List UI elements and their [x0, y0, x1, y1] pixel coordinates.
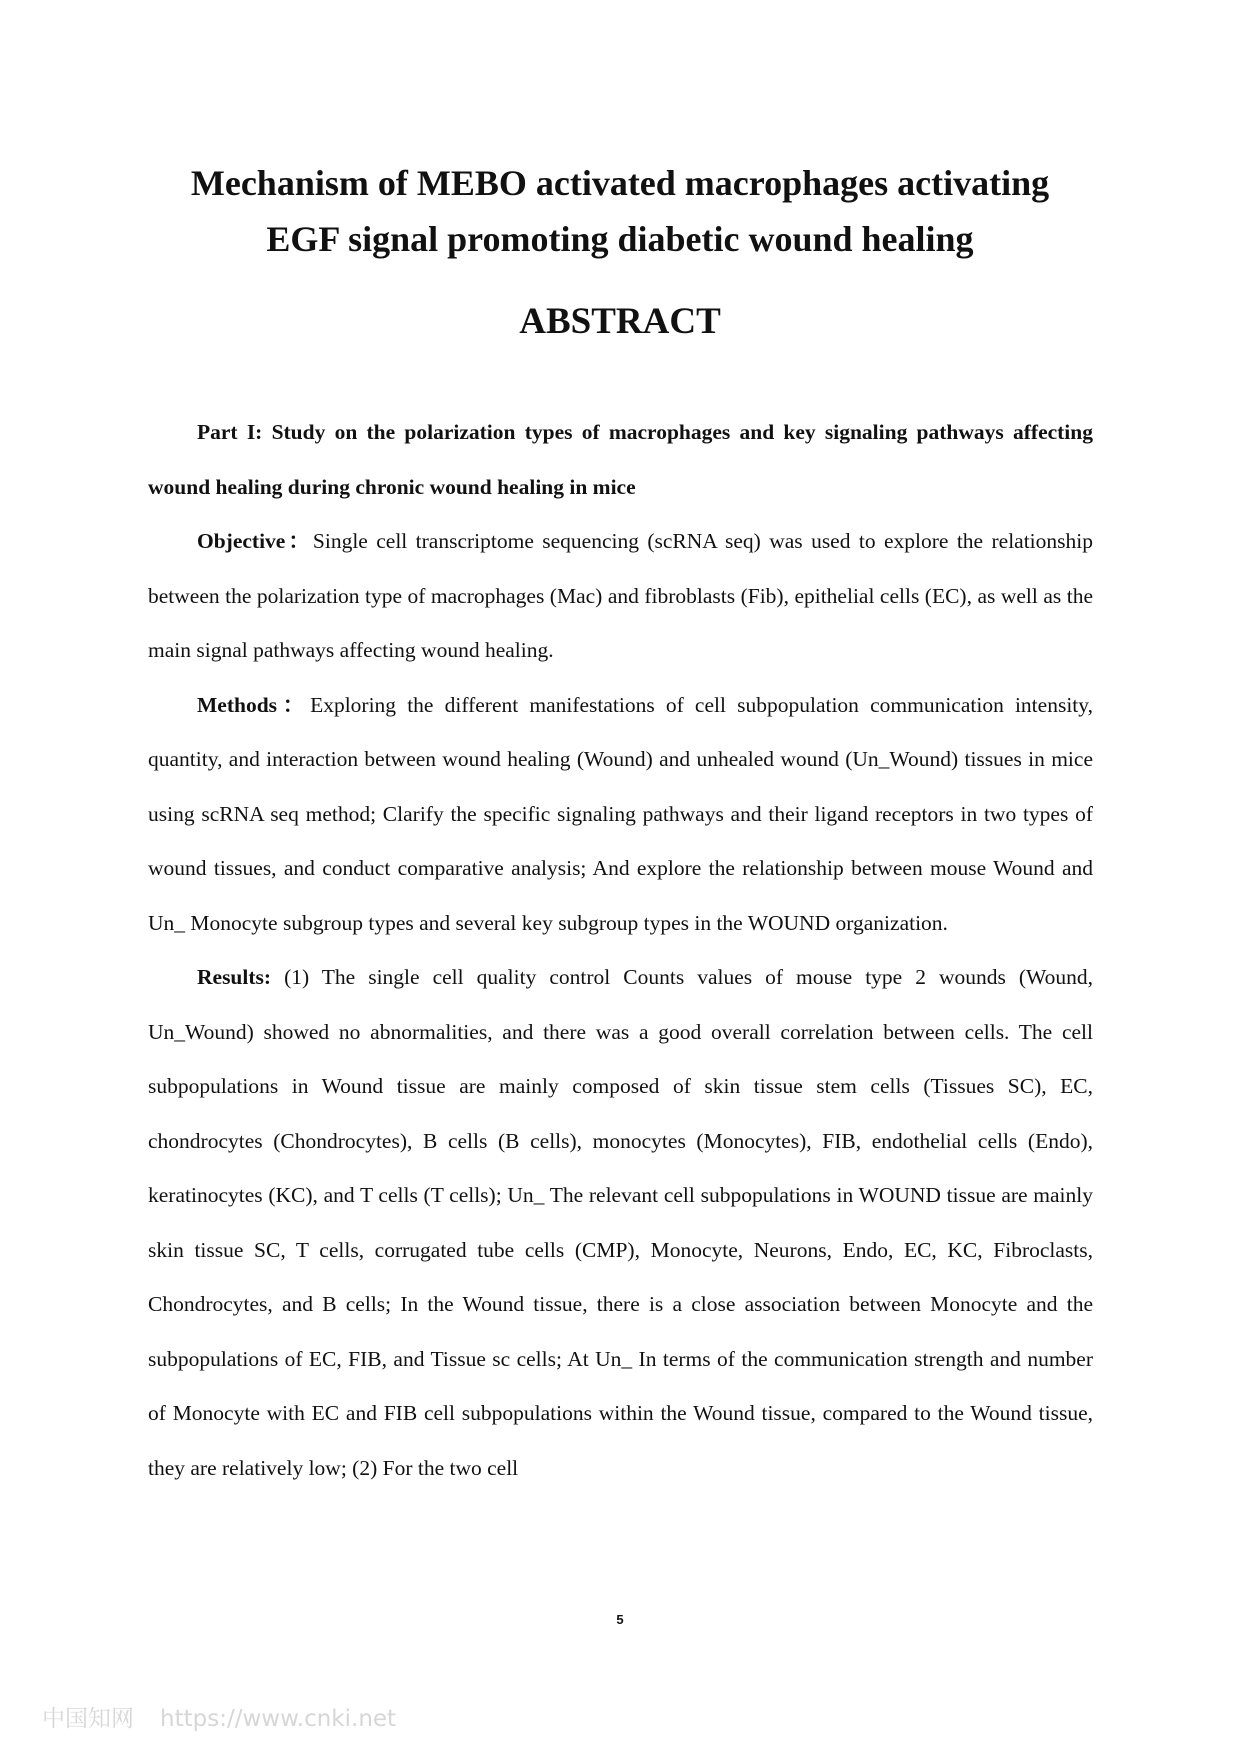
- cnki-watermark: [42, 1700, 396, 1733]
- results-paragraph: [148, 950, 1093, 1495]
- methods-text: Exploring the different manifestations of cell subpopulation communication intensity, quantity, and interaction between wound healing (Wound) and unhealed wound (Un_Wound) tissues in mice using scRNA seq method; Clarify the specific signaling pathways and their ligand receptors in two types of wound tissues, and conduct comparative analysis; And explore the relationship between mouse Wound and Un_ Monocyte subgroup types and several key subgroup types in the WOUND organization.: [148, 692, 1093, 935]
- results-text: (1) The single cell quality control Counts values of mouse type 2 wounds (Wound, Un_Wound) showed no abnormalities, and there was a good overall correlation between cells. The cell subpopulations in Wound tissue are mainly composed of skin tissue stem cells (Tissues SC), EC, chondrocytes (Chondrocytes), B cells (B cells), monocytes (Monocytes), FIB, endothelial cells (Endo), keratinocytes (KC), and T cells (T cells); Un_ The relevant cell subpopulations in WOUND tissue are mainly skin tissue SC, T cells, corrugated tube cells (CMP), Monocyte, Neurons, Endo, EC, KC, Fibroclasts, Chondrocytes, and B cells; In the Wound tissue, there is a close association between Monocyte and the subpopulations of EC, FIB, and Tissue sc cells; At Un_ In terms of the communication strength and number of Monocyte with EC and FIB cell subpopulations within the Wound tissue, compared to the Wound tissue, they are relatively low; (2) For the two cell: [148, 965, 1093, 1480]
- watermark-url: https://www.cnki.net: [160, 1706, 397, 1732]
- page-number: 5: [616, 1612, 624, 1627]
- title-line-2: EGF signal promoting diabetic wound healing: [266, 219, 974, 259]
- document-title: [0, 155, 1240, 267]
- methods-paragraph: [148, 678, 1093, 951]
- objective-paragraph: [148, 514, 1093, 678]
- part-1-heading: Part I: Study on the polarization types of macrophages and key signaling pathways affecting wound healing during chronic wound healing in mice: [148, 420, 1093, 499]
- abstract-heading: ABSTRACT: [519, 301, 721, 342]
- title-line-1: Mechanism of MEBO activated macrophages activating: [190, 163, 1050, 203]
- objective-text: Single cell transcriptome sequencing (scRNA seq) was used to explore the relationship between the polarization type of macrophages (Mac) and fibroblasts (Fib), epithelial cells (EC), as well as the main signal pathways affecting wound healing.: [148, 529, 1093, 662]
- abstract-body: [148, 405, 1093, 1495]
- watermark-logo-text: 中国知网: [42, 1706, 134, 1732]
- results-label: Results:: [197, 965, 272, 989]
- methods-label: Methods：: [197, 692, 311, 717]
- objective-label: Objective：: [197, 529, 313, 553]
